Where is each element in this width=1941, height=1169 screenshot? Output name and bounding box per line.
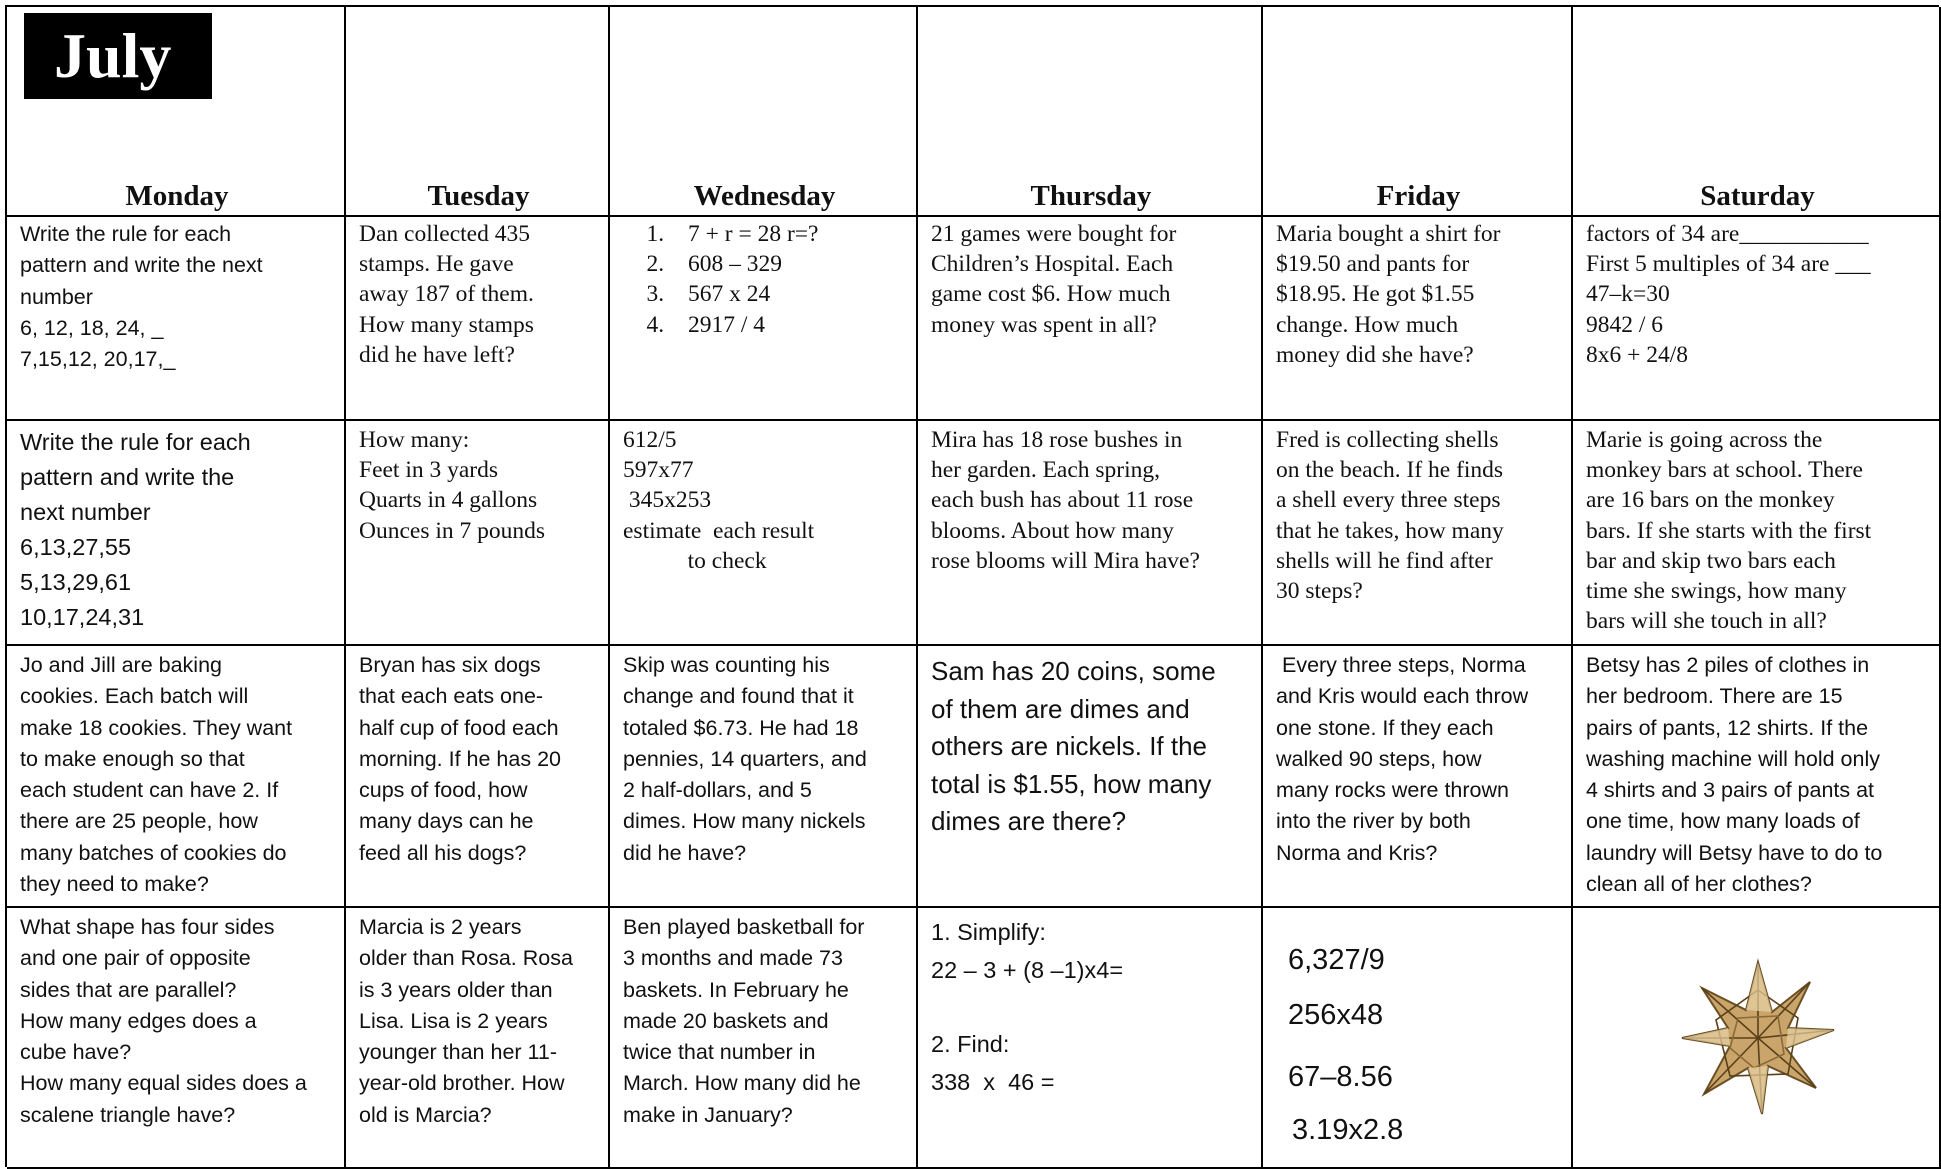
- cell-r1-thursday: 21 games were bought for Children’s Hospital. Each game cost $6. How much money was spent in all?: [918, 217, 1263, 421]
- header-thursday: [918, 7, 1263, 217]
- cell-r2-saturday: Marie is going across the monkey bars at school. There are 16 bars on the monkey bars. If she starts with the first bar and skip two bars each time she swings, how many bars will she touch in all?: [1573, 421, 1941, 646]
- cell-r4-saturday: [1573, 908, 1941, 1169]
- cell-r1-wednesday: [610, 217, 918, 421]
- month-title: July: [24, 13, 212, 99]
- cell-r2-tuesday: How many: Feet in 3 yards Quarts in 4 gallons Ounces in 7 pounds: [346, 421, 610, 646]
- star-polyhedron-icon: [1678, 958, 1838, 1118]
- problem-list: 1. 7 + r = 28 r=? 2. 608 – 329 3. 567 x 24 4. 2917 / 4: [610, 219, 906, 340]
- cell-r3-friday: Every three steps, Norma and Kris would each throw one stone. If they each walked 90 steps, how many rocks were thrown into the river by both Norma and Kris?: [1263, 646, 1573, 908]
- cell-r3-monday: Jo and Jill are baking cookies. Each batch will make 18 cookies. They want to make enough so that each student can have 2. If there are 25 people, how many batches of cookies do they need to make?: [7, 646, 346, 908]
- header-wednesday: [610, 7, 918, 217]
- cell-r2-wednesday: 612/5 597x77 345x253 estimate each result to check: [610, 421, 918, 646]
- cell-r3-wednesday: Skip was counting his change and found that it totaled $6.73. He had 18 pennies, 14 quarters, and 2 half-dollars, and 5 dimes. How many nickels did he have?: [610, 646, 918, 908]
- day-thursday: Thursday: [1030, 180, 1152, 212]
- cell-r3-thursday: Sam has 20 coins, some of them are dimes and others are nickels. If the total is $1.55, how many dimes are there?: [918, 646, 1263, 908]
- cell-r4-tuesday: Marcia is 2 years older than Rosa. Rosa is 3 years older than Lisa. Lisa is 2 years younger than her 11- year-old brother. How old is Marcia?: [346, 908, 610, 1169]
- cell-r3-tuesday: Bryan has six dogs that each eats one- half cup of food each morning. If he has 20 cups of food, how many days can he feed all his dogs?: [346, 646, 610, 908]
- day-monday: Monday: [125, 180, 229, 212]
- cell-r2-friday: Fred is collecting shells on the beach. If he finds a shell every three steps that he takes, how many shells will he find after 30 steps?: [1263, 421, 1573, 646]
- cell-r4-wednesday: Ben played basketball for 3 months and made 73 baskets. In February he made 20 baskets and twice that number in March. How many did he make in January?: [610, 908, 918, 1169]
- header-saturday: [1573, 7, 1941, 217]
- cell-r3-saturday: Betsy has 2 piles of clothes in her bedroom. There are 15 pairs of pants, 12 shirts. If the washing machine will hold only 4 shirts and 3 pairs of pants at one time, how many loads of laundry will Betsy have to do to clean all of her clothes?: [1573, 646, 1941, 908]
- cell-r2-monday: Write the rule for each pattern and write the next number 6,13,27,55 5,13,29,61 10,17,24,31: [7, 421, 346, 646]
- cell-r4-thursday: 1. Simplify: 22 – 3 + (8 –1)x4= 2. Find: 338 x 46 =: [918, 908, 1263, 1169]
- cell-r1-monday: Write the rule for each pattern and write the next number 6, 12, 18, 24, _ 7,15,12, 20,17,_: [7, 217, 346, 421]
- day-tuesday: Tuesday: [427, 180, 530, 212]
- cell-r1-friday: Maria bought a shirt for $19.50 and pants for $18.95. He got $1.55 change. How much money did she have?: [1263, 217, 1573, 421]
- day-saturday: Saturday: [1700, 180, 1815, 212]
- calendar-grid: [5, 5, 1939, 1167]
- header-friday: [1263, 7, 1573, 217]
- day-friday: Friday: [1376, 180, 1461, 212]
- header-monday: [7, 7, 346, 217]
- header-tuesday: [346, 7, 610, 217]
- cell-r2-thursday: Mira has 18 rose bushes in her garden. Each spring, each bush has about 11 rose blooms. About how many rose blooms will Mira have?: [918, 421, 1263, 646]
- day-wednesday: Wednesday: [693, 180, 836, 212]
- cell-r4-friday: 6,327/9 256x48 67–8.56 3.19x2.8: [1263, 908, 1573, 1169]
- cell-r1-saturday: factors of 34 are___________ First 5 multiples of 34 are ___ 47–k=30 9842 / 6 8x6 + 24/8: [1573, 217, 1941, 421]
- cell-r1-tuesday: Dan collected 435 stamps. He gave away 187 of them. How many stamps did he have left?: [346, 217, 610, 421]
- cell-r4-monday: What shape has four sides and one pair of opposite sides that are parallel? How many edges does a cube have? How many equal sides does a scalene triangle have?: [7, 908, 346, 1169]
